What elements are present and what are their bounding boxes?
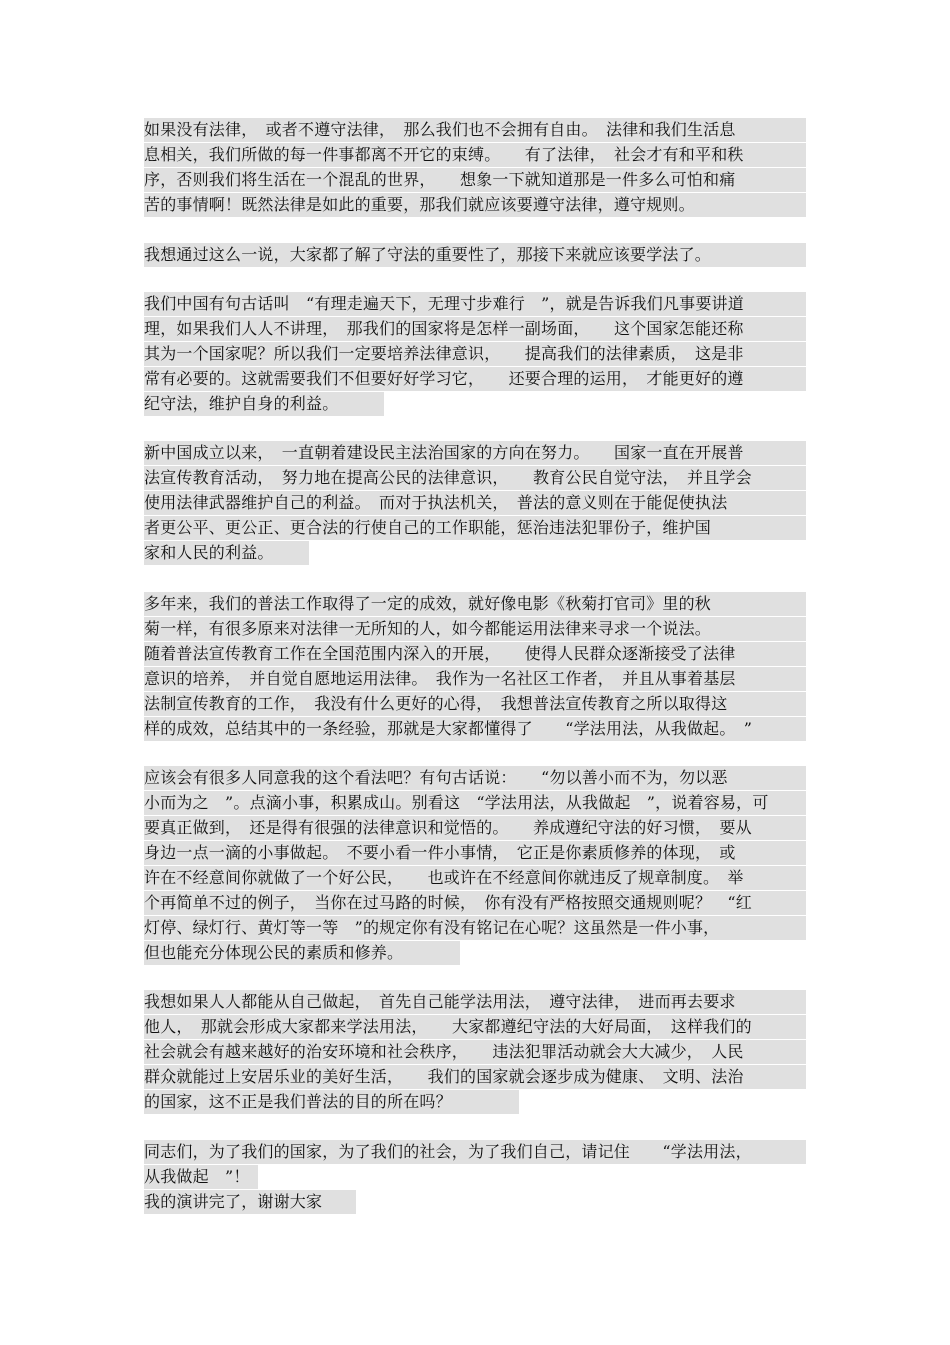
- paragraph-6-line-3: [144, 816, 806, 840]
- line-text: 我想通过这么一说，大家都了解了守法的重要性了，那接下来就应该要学法了。: [144, 245, 712, 264]
- line-text: 理，如果我们人人不讲理， 那我们的国家将是怎样一副场面， 这个国家怎能还称: [144, 319, 744, 338]
- paragraph-6-line-6: [144, 891, 806, 915]
- paragraph-5-line-1: [144, 592, 806, 616]
- line-text: 应该会有很多人同意我的这个看法吧？有句古话说： “勿以善小而不为，勿以恶: [144, 768, 728, 787]
- paragraph-2-line-1: [144, 243, 806, 267]
- paragraph-8-line-2: [144, 1165, 258, 1189]
- line-text: 样的成效，总结其中的一条经验，那就是大家都懂得了 “学法用法，从我做起。 ”: [144, 719, 753, 738]
- line-text: 从我做起 ”！: [144, 1167, 250, 1186]
- line-text: 苦的事情啊！既然法律是如此的重要，那我们就应该要遵守法律，遵守规则。: [144, 195, 695, 214]
- paragraph-8-line-3: [144, 1190, 356, 1214]
- line-text: 序，否则我们将生活在一个混乱的世界， 想象一下就知道那是一件多么可怕和痛: [144, 170, 736, 189]
- paragraph-6-line-8: [144, 941, 460, 965]
- paragraph-5-line-6: [144, 717, 806, 741]
- line-text: 个再简单不过的例子， 当你在过马路的时候， 你有没有严格按照交通规则呢？ “红: [144, 893, 752, 912]
- paragraph-5-line-3: [144, 642, 806, 666]
- line-text: 身边一点一滴的小事做起。 不要小看一件小事情， 它正是你素质修养的体现， 或: [144, 843, 736, 862]
- line-text: 小而为之 ”。点滴小事，积累成山。别看这 “学法用法，从我做起 ”，说着容易，可: [144, 793, 769, 812]
- line-text: 的国家，这不正是我们普法的目的所在吗？: [144, 1092, 452, 1111]
- paragraph-7-line-2: [144, 1015, 806, 1039]
- paragraph-3-line-2: [144, 317, 806, 341]
- line-text: 我想如果人人都能从自己做起， 首先自己能学法用法， 遵守法律， 进而再去要求: [144, 992, 736, 1011]
- line-text: 要真正做到， 还是得有很强的法律意识和觉悟的。 养成遵纪守法的好习惯， 要从: [144, 818, 752, 837]
- paragraph-1-line-1: [144, 118, 806, 142]
- paragraph-5-line-5: [144, 692, 806, 716]
- paragraph-4-line-4: [144, 516, 806, 540]
- line-text: 如果没有法律， 或者不遵守法律， 那么我们也不会拥有自由。 法律和我们生活息: [144, 120, 736, 139]
- line-text: 但也能充分体现公民的素质和修养。: [144, 943, 404, 962]
- line-text: 息相关，我们所做的每一件事都离不开它的束缚。 有了法律， 社会才有和平和秩: [144, 145, 744, 164]
- paragraph-7-line-1: [144, 990, 806, 1014]
- paragraph-8-line-1: [144, 1140, 806, 1164]
- line-text: 随着普法宣传教育工作在全国范围内深入的开展， 使得人民群众逐渐接受了法律: [144, 644, 736, 663]
- paragraph-3-line-4: [144, 367, 806, 391]
- line-text: 新中国成立以来， 一直朝着建设民主法治国家的方向在努力。 国家一直在开展普: [144, 443, 744, 462]
- line-text: 同志们，为了我们的国家，为了我们的社会，为了我们自己，请记住 “学法用法，: [144, 1142, 752, 1161]
- paragraph-6-line-7: [144, 916, 806, 940]
- line-text: 我的演讲完了，谢谢大家: [144, 1192, 323, 1211]
- paragraph-1-line-4: [144, 193, 806, 217]
- paragraph-3-line-1: [144, 292, 806, 316]
- paragraph-6-line-1: [144, 766, 806, 790]
- paragraph-5-line-2: [144, 617, 806, 641]
- paragraph-5-line-4: [144, 667, 806, 691]
- line-text: 菊一样，有很多原来对法律一无所知的人，如今都能运用法律来寻求一个说法。: [144, 619, 712, 638]
- paragraph-6-line-5: [144, 866, 806, 890]
- paragraph-1-line-3: [144, 168, 806, 192]
- paragraph-1-line-2: [144, 143, 806, 167]
- paragraph-4-line-2: [144, 466, 806, 490]
- line-text: 多年来，我们的普法工作取得了一定的成效，就好像电影《秋菊打官司》里的秋: [144, 594, 712, 613]
- line-text: 他人， 那就会形成大家都来学法用法， 大家都遵纪守法的大好局面， 这样我们的: [144, 1017, 752, 1036]
- line-text: 我们中国有句古话叫 “有理走遍天下，无理寸步难行 ”，就是告诉我们凡事要讲道: [144, 294, 744, 313]
- paragraph-6-line-2: [144, 791, 806, 815]
- line-text: 者更公平、更公正、更合法的行使自己的工作职能，惩治违法犯罪份子，维护国: [144, 518, 712, 537]
- line-text: 纪守法，维护自身的利益。: [144, 394, 339, 413]
- line-text: 使用法律武器维护自己的利益。 而对于执法机关， 普法的意义则在于能促使执法: [144, 493, 728, 512]
- line-text: 法制宣传教育的工作， 我没有什么更好的心得， 我想普法宣传教育之所以取得这: [144, 694, 728, 713]
- paragraph-4-line-5: [144, 541, 309, 565]
- line-text: 其为一个国家呢？所以我们一定要培养法律意识， 提高我们的法律素质， 这是非: [144, 344, 744, 363]
- paragraph-7-line-4: [144, 1065, 806, 1089]
- paragraph-3-line-5: [144, 392, 384, 416]
- line-text: 家和人民的利益。: [144, 543, 274, 562]
- paragraph-4-line-3: [144, 491, 806, 515]
- paragraph-6-line-4: [144, 841, 806, 865]
- line-text: 意识的培养， 并自觉自愿地运用法律。 我作为一名社区工作者， 并且从事着基层: [144, 669, 736, 688]
- paragraph-4-line-1: [144, 441, 806, 465]
- paragraph-7-line-3: [144, 1040, 806, 1064]
- paragraph-3-line-3: [144, 342, 806, 366]
- line-text: 灯停、绿灯行、黄灯等一等 ”的规定你有没有铭记在心呢？这虽然是一件小事，: [144, 918, 720, 937]
- line-text: 群众就能过上安居乐业的美好生活， 我们的国家就会逐步成为健康、 文明、法治: [144, 1067, 744, 1086]
- line-text: 社会就会有越来越好的治安环境和社会秩序， 违法犯罪活动就会大大减少， 人民: [144, 1042, 744, 1061]
- line-text: 许在不经意间你就做了一个好公民， 也或许在不经意间你就违反了规章制度。 举: [144, 868, 744, 887]
- paragraph-7-line-5: [144, 1090, 519, 1114]
- line-text: 常有必要的。这就需要我们不但要好好学习它， 还要合理的运用， 才能更好的遵: [144, 369, 744, 388]
- line-text: 法宣传教育活动， 努力地在提高公民的法律意识， 教育公民自觉守法， 并且学会: [144, 468, 752, 487]
